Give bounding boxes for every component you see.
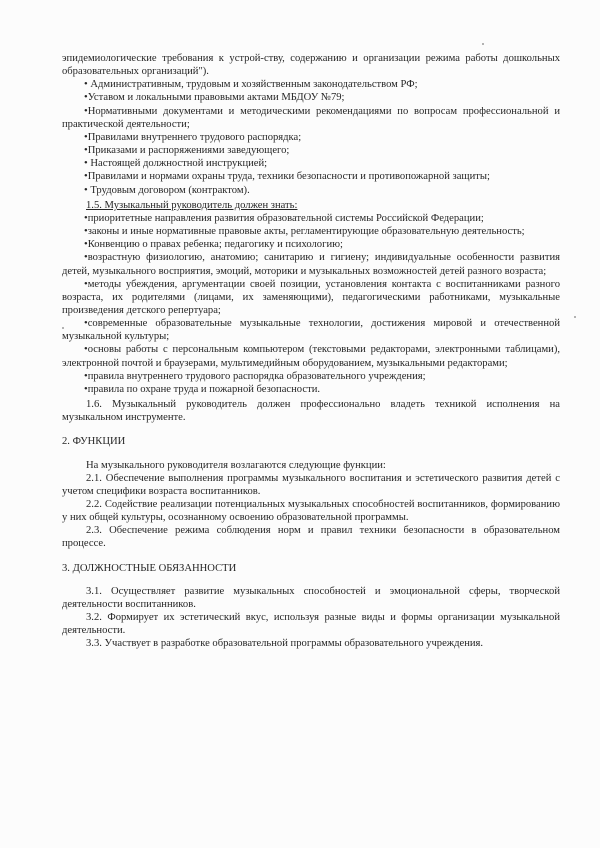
- must-know-item: •правила внутреннего трудового распорядка образовательного учреждения;: [84, 370, 426, 382]
- guided-by-item: •Нормативными документами и методическими рекомендациями по вопросам профессиональной и практической деятельности;: [62, 105, 560, 130]
- must-know-item: •приоритетные направления развития образовательной системы Российской Федерации;: [84, 212, 484, 224]
- section-2-paragraph: 2.2. Содействие реализации потенциальных музыкальных способностей воспитанников, формированию у них общей культуры, осознанному освоению образовательной программы.: [62, 499, 560, 524]
- must-know-item: •возрастную физиологию, анатомию; санитарию и гигиену; индивидуальные особенности развития детей, музыкального восприятия, эмоций, моторики и музыкальных возможностей детей разного возраста;: [62, 252, 560, 277]
- section-3-paragraph: 3.1. Осуществляет развитие музыкальных способностей и эмоциональной сферы, творческой деятельности воспитанников.: [62, 585, 560, 610]
- must-know-item: •правила по охране труда и пожарной безопасности.: [84, 383, 321, 395]
- section-3-title: 3. ДОЛЖНОСТНЫЕ ОБЯЗАННОСТИ: [62, 562, 237, 574]
- must-know-item: •Конвенцию о правах ребенка; педагогику и психологию;: [84, 239, 343, 251]
- item-1-6: 1.6. Музыкальный руководитель должен профессионально владеть техникой исполнения на музыкальном инструменте.: [62, 399, 560, 424]
- guided-by-item: • Административным, трудовым и хозяйственным законодательством РФ;: [84, 79, 418, 91]
- section-3-paragraph: 3.2. Формирует их эстетический вкус, используя разные виды и формы организации музыкальной деятельности.: [62, 612, 560, 637]
- must-know-item: •методы убеждения, аргументации своей позиции, установления контакта с воспитанниками разного возраста, их родителями (лицами, их заменяющими), педагогическими работниками, музыкальные произведения детского репертуара;: [62, 278, 560, 316]
- section-3-paragraph: 3.3. Участвует в разработке образовательной программы образовательного учреждения.: [86, 638, 484, 650]
- section-2-paragraph: 2.3. Обеспечение режима соблюдения норм и правил техники безопасности в образовательном процессе.: [62, 525, 560, 550]
- guided-by-item: •Приказами и распоряжениями заведующего;: [84, 145, 290, 157]
- guided-by-item: • Настоящей должностной инструкцией;: [84, 158, 268, 170]
- must-know-item: •основы работы с персональным компьютером (текстовыми редакторами, электронными таблицами), электронной почтой и браузерами, мультимедийным оборудованием, музыкальными редакторами;: [62, 344, 560, 369]
- guided-by-item: •Правилами и нормами охраны труда, техники безопасности и противопожарной защиты;: [84, 171, 490, 183]
- must-know-item: •современные образовательные музыкальные технологии, достижения мировой и отечественной музыкальной культуры;: [62, 318, 560, 343]
- section-2-paragraph: На музыкального руководителя возлагаются следующие функции:: [86, 459, 386, 471]
- guided-by-item: •Правилами внутреннего трудового распорядка;: [84, 131, 302, 143]
- must-know-item: •законы и иные нормативные правовые акты, регламентирующие образовательную деятельность;: [84, 226, 525, 238]
- must-know-title: 1.5. Музыкальный руководитель должен знать:: [86, 199, 298, 211]
- section-2-paragraph: 2.1. Обеспечение выполнения программы музыкального воспитания и эстетического развития детей с учетом специфики возраста воспитанников.: [62, 472, 560, 497]
- scan-speck: [574, 316, 576, 318]
- scan-speck: [482, 43, 484, 45]
- document-body: [62, 52, 560, 651]
- guided-by-item: •Уставом и локальными правовыми актами МБДОУ №79;: [84, 92, 345, 104]
- must-know-heading: [62, 199, 560, 212]
- intro-paragraph: эпидемиологические требования к устрой-ству, содержанию и организации режима работы дошкольных образовательных организаций").: [62, 53, 560, 78]
- section-2-title: 2. ФУНКЦИИ: [62, 436, 126, 448]
- guided-by-item: • Трудовым договором (контрактом).: [84, 184, 250, 196]
